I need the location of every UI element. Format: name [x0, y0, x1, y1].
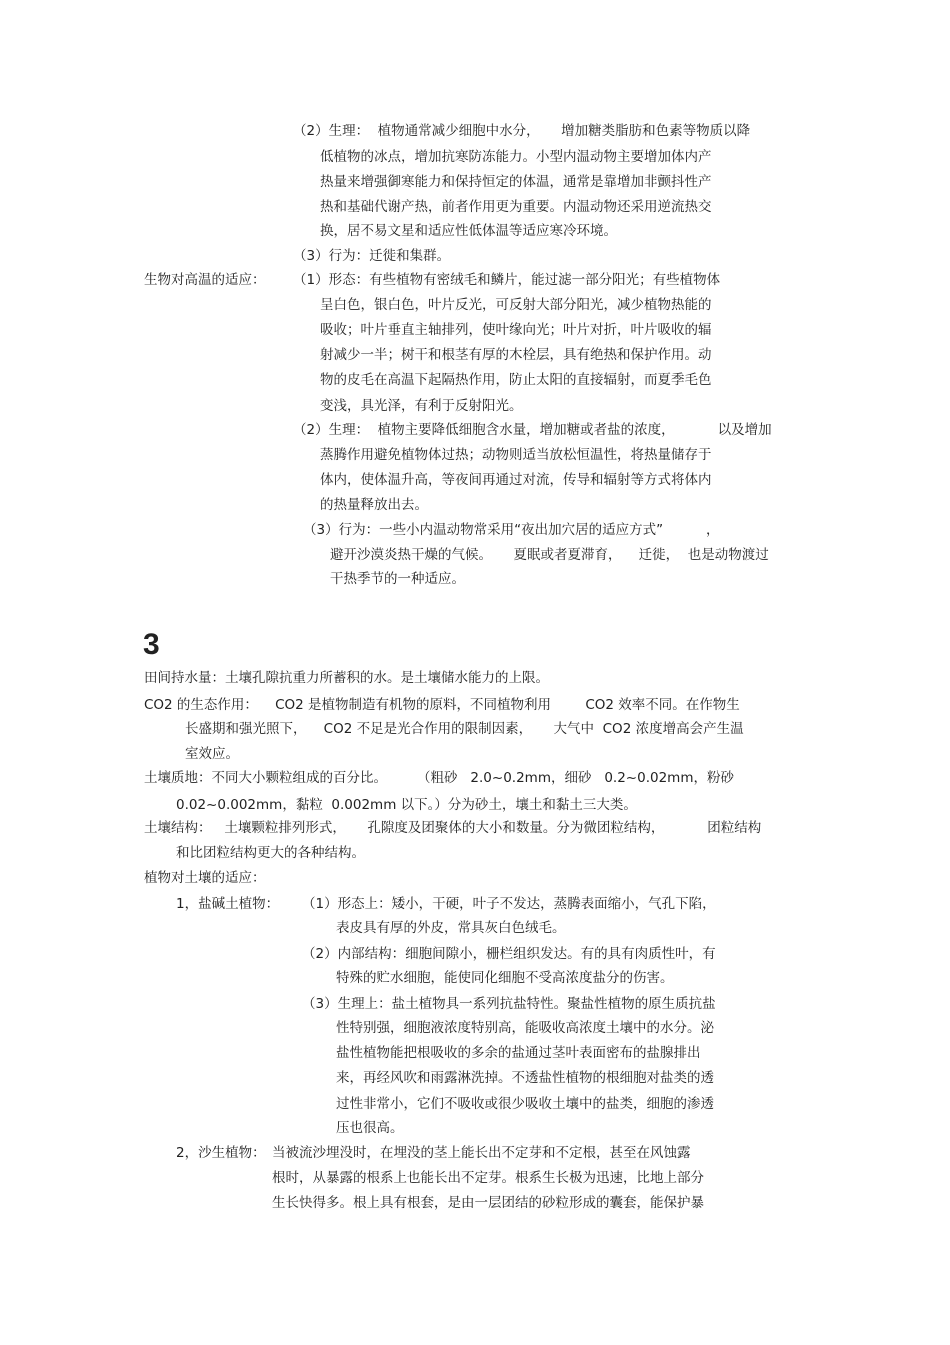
saline-physio-line-4: 来，再经风吹和雨露淋洗掉。不透盐性植物的根细胞对盐类的透	[336, 1070, 714, 1086]
saline-morph-line-1: （1）形态上：矮小，干硬，叶子不发达，蒸腾表面缩小，气孔下陷，	[302, 896, 716, 912]
saline-physio-line-6: 压也很高。	[336, 1120, 404, 1136]
saline-physio-line-2: 性特别强，细胞液浓度特别高，能吸收高浓度土壤中的水分。泌	[336, 1020, 714, 1036]
texture-line-2: 0.02~0.002mm，黏粒 0.002mm 以下。）分为砂土，壤土和黏土三大类。	[176, 797, 637, 813]
physio-hot-line-3: 体内，使体温升高，等夜间再通过对流，传导和辐射等方式将体内	[320, 472, 712, 488]
morph-hot-line-5: 物的皮毛在高温下起隔热作用，防止太阳的直接辐射，而夏季毛色	[320, 372, 712, 388]
saline-morph-line-2: 表皮具有厚的外皮，常具灰白色绒毛。	[336, 920, 566, 936]
physio-cold-line-3: 热量来增强御寒能力和保持恒定的体温，通常是靠增加非颤抖性产	[320, 174, 712, 190]
physio-cold-line-1: （2）生理： 植物通常减少细胞中水分， 增加糖类脂肪和色素等物质以降	[293, 123, 751, 139]
morph-hot-line-3: 吸收；叶片垂直主轴排列，使叶缘向光；叶片对折，叶片吸收的辐	[320, 322, 712, 338]
morph-hot-line-1: （1）形态：有些植物有密绒毛和鳞片，能过滤一部分阳光；有些植物体	[293, 272, 721, 288]
physio-hot-line-1: （2）生理： 植物主要降低细胞含水量，增加糖或者盐的浓度， 以及增加	[293, 422, 772, 438]
physio-hot-line-4: 的热量释放出去。	[320, 497, 428, 513]
saline-physio-line-5: 过性非常小，它们不吸收或很少吸收土壤中的盐类，细胞的渗透	[336, 1096, 714, 1112]
structure-line-2: 和比团粒结构更大的各种结构。	[176, 845, 365, 861]
saline-internal-line-2: 特殊的贮水细胞，能使同化细胞不受高浓度盐分的伤害。	[336, 970, 674, 986]
behavior-hot-line-2: 避开沙漠炎热干燥的气候。 夏眠或者夏滞育， 迁徙， 也是动物渡过	[330, 547, 769, 563]
morph-hot-line-6: 变浅，具光泽，有利于反射阳光。	[320, 398, 523, 414]
co2-line-3: 室效应。	[185, 746, 239, 762]
behavior-cold: （3）行为：迁徙和集群。	[293, 248, 451, 264]
sand-label: 2，沙生植物：	[176, 1145, 266, 1161]
co2-line-2: 长盛期和强光照下， CO2 不足是光合作用的限制因素， 大气中 CO2 浓度增高会产生温	[185, 721, 744, 737]
high-temp-label: 生物对高温的适应：	[144, 272, 266, 288]
saline-internal-line-1: （2）内部结构：细胞间隙小，栅栏组织发达。有的具有肉质性叶，有	[302, 946, 716, 962]
saline-label: 1，盐碱土植物：	[176, 896, 280, 912]
morph-hot-line-2: 呈白色，银白色，叶片反光，可反射大部分阳光，减少植物热能的	[320, 297, 712, 313]
texture-line-1: 土壤质地：不同大小颗粒组成的百分比。 （粗砂 2.0~0.2mm，细砂 0.2~0.02mm，粉砂	[144, 770, 734, 786]
sand-line-3: 生长快得多。根上具有根套，是由一层团结的砂粒形成的囊套，能保护暴	[272, 1195, 704, 1211]
physio-cold-line-2: 低植物的冰点，增加抗寒防冻能力。小型内温动物主要增加体内产	[320, 149, 712, 165]
behavior-hot-line-1: （3）行为：一些小内温动物常采用“夜出加穴居的适应方式” ，	[303, 522, 720, 538]
field-capacity: 田间持水量：土壤孔隙抗重力所蓄积的水。是土壤储水能力的上限。	[144, 670, 549, 686]
saline-physio-line-1: （3）生理上：盐土植物具一系列抗盐特性。聚盐性植物的原生质抗盐	[302, 996, 716, 1012]
saline-physio-line-3: 盐性植物能把根吸收的多余的盐通过茎叶表面密布的盐腺排出	[336, 1045, 701, 1061]
physio-cold-line-4: 热和基础代谢产热，前者作用更为重要。内温动物还采用逆流热交	[320, 199, 712, 215]
sand-line-1: 当被流沙埋没时，在埋没的茎上能长出不定芽和不定根，甚至在风蚀露	[272, 1145, 691, 1161]
behavior-hot-line-3: 干热季节的一种适应。	[330, 571, 465, 587]
soil-adapt-label: 植物对土壤的适应：	[144, 870, 266, 886]
section-heading: 3	[143, 628, 160, 661]
structure-line-1: 土壤结构： 土壤颗粒排列形式， 孔隙度及团聚体的大小和数量。分为微团粒结构， 团粒结构	[144, 820, 762, 836]
co2-line-1: CO2 的生态作用： CO2 是植物制造有机物的原料，不同植物利用 CO2 效率不同。在作物生	[144, 697, 740, 713]
morph-hot-line-4: 射减少一半；树干和根茎有厚的木栓层，具有绝热和保护作用。动	[320, 347, 712, 363]
sand-line-2: 根时，从暴露的根系上也能长出不定芽。根系生长极为迅速，比地上部分	[272, 1170, 704, 1186]
physio-cold-line-5: 换，居不易文星和适应性低体温等适应寒冷环境。	[320, 223, 617, 239]
physio-hot-line-2: 蒸腾作用避免植物体过热；动物则适当放松恒温性，将热量储存于	[320, 447, 712, 463]
